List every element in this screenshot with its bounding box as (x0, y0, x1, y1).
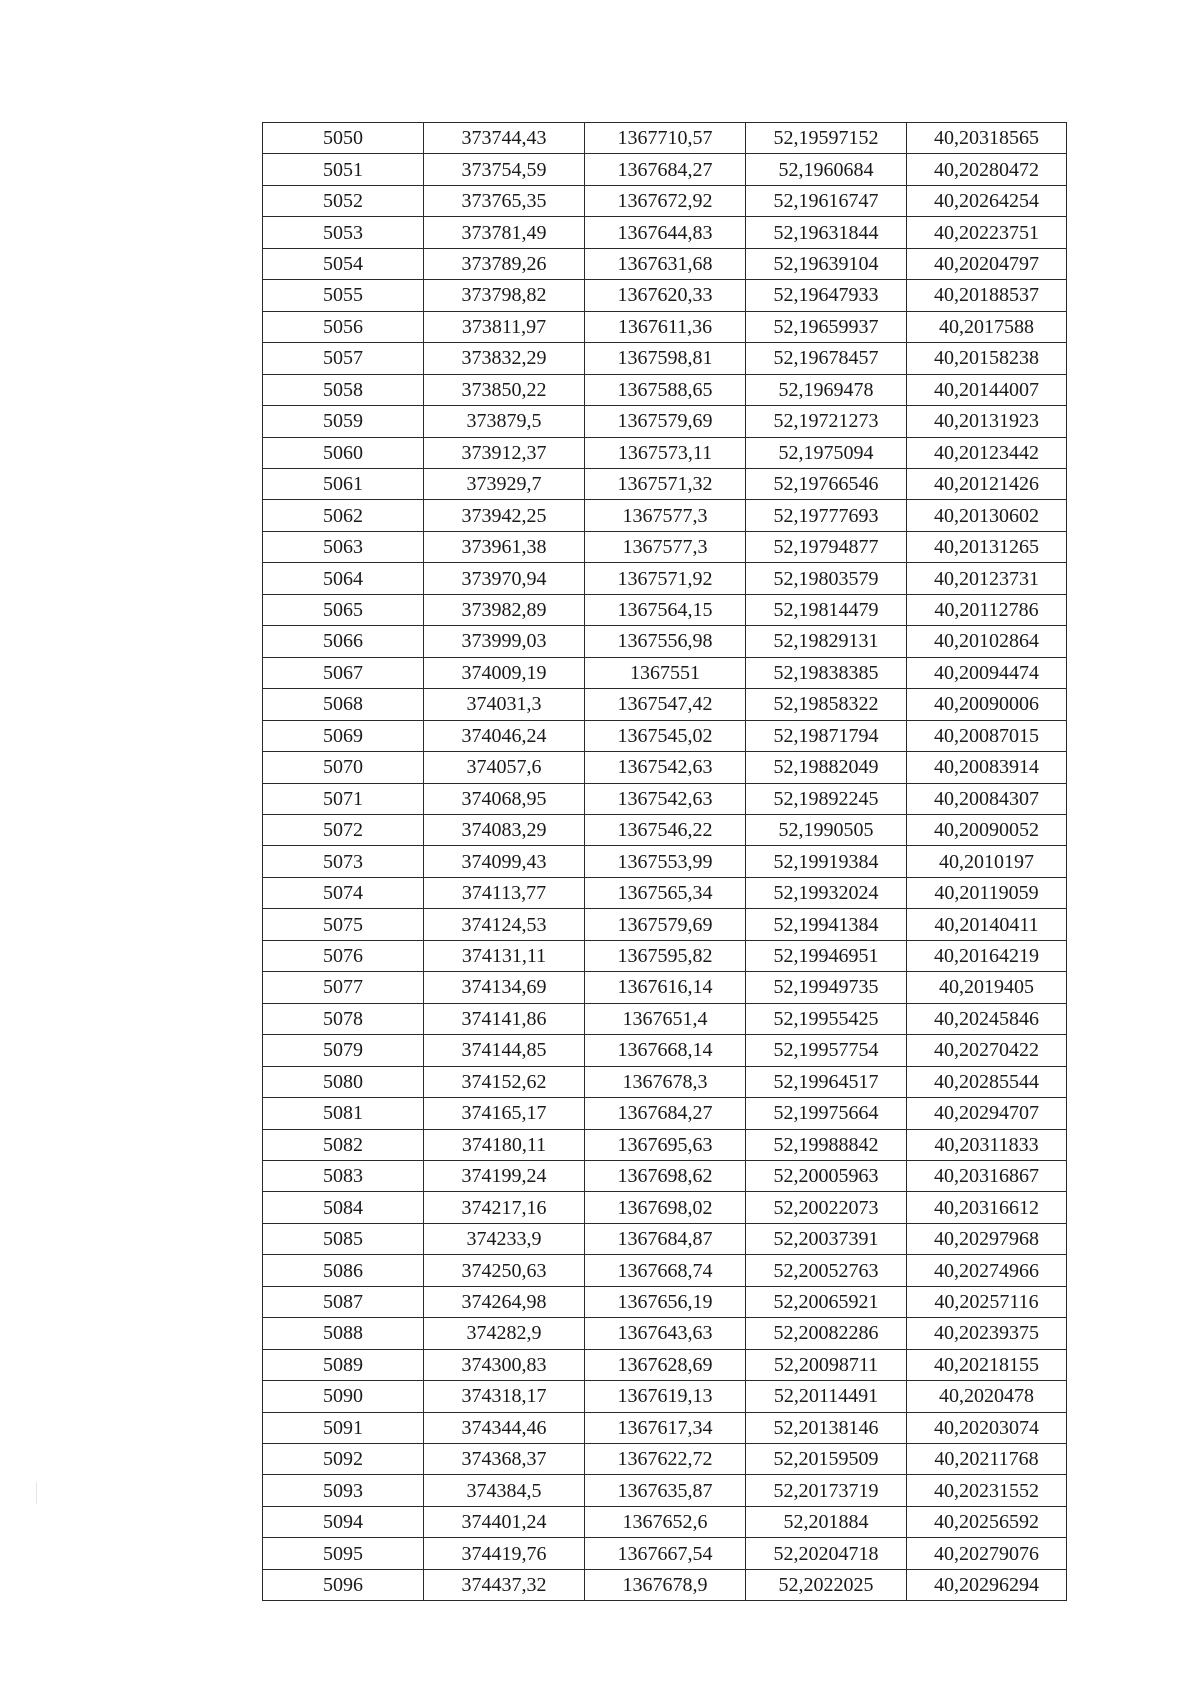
point-number-cell: 5051 (263, 154, 424, 185)
x-coordinate-cell: 374131,11 (424, 940, 585, 971)
x-coordinate-cell: 374180,11 (424, 1129, 585, 1160)
y-coordinate-cell: 1367644,83 (585, 217, 746, 248)
x-coordinate-cell: 373744,43 (424, 123, 585, 154)
longitude-cell: 40,20144007 (907, 374, 1067, 405)
latitude-cell: 52,20082286 (746, 1318, 907, 1349)
x-coordinate-cell: 374282,9 (424, 1318, 585, 1349)
x-coordinate-cell: 373765,35 (424, 185, 585, 216)
x-coordinate-cell: 374368,37 (424, 1444, 585, 1475)
y-coordinate-cell: 1367564,15 (585, 594, 746, 625)
y-coordinate-cell: 1367684,27 (585, 1098, 746, 1129)
latitude-cell: 52,20114491 (746, 1381, 907, 1412)
table-row (263, 1349, 1067, 1380)
table-row (263, 217, 1067, 248)
y-coordinate-cell: 1367620,33 (585, 280, 746, 311)
longitude-cell: 40,20140411 (907, 909, 1067, 940)
point-number-cell: 5089 (263, 1349, 424, 1380)
point-number-cell: 5066 (263, 626, 424, 657)
point-number-cell: 5067 (263, 657, 424, 688)
latitude-cell: 52,19647933 (746, 280, 907, 311)
y-coordinate-cell: 1367643,63 (585, 1318, 746, 1349)
table-row (263, 877, 1067, 908)
point-number-cell: 5060 (263, 437, 424, 468)
point-number-cell: 5084 (263, 1192, 424, 1223)
table-row (263, 1286, 1067, 1317)
longitude-cell: 40,20223751 (907, 217, 1067, 248)
longitude-cell: 40,2017588 (907, 311, 1067, 342)
longitude-cell: 40,20279076 (907, 1538, 1067, 1569)
latitude-cell: 52,1975094 (746, 437, 907, 468)
y-coordinate-cell: 1367579,69 (585, 909, 746, 940)
coordinates-table (262, 122, 1067, 1601)
longitude-cell: 40,20204797 (907, 248, 1067, 279)
y-coordinate-cell: 1367546,22 (585, 814, 746, 845)
latitude-cell: 52,20037391 (746, 1223, 907, 1254)
x-coordinate-cell: 373798,82 (424, 280, 585, 311)
longitude-cell: 40,20256592 (907, 1506, 1067, 1537)
y-coordinate-cell: 1367616,14 (585, 972, 746, 1003)
x-coordinate-cell: 373879,5 (424, 406, 585, 437)
y-coordinate-cell: 1367571,32 (585, 468, 746, 499)
y-coordinate-cell: 1367551 (585, 657, 746, 688)
y-coordinate-cell: 1367542,63 (585, 752, 746, 783)
table-row (263, 374, 1067, 405)
x-coordinate-cell: 374384,5 (424, 1475, 585, 1506)
y-coordinate-cell: 1367684,87 (585, 1223, 746, 1254)
latitude-cell: 52,20138146 (746, 1412, 907, 1443)
longitude-cell: 40,20285544 (907, 1066, 1067, 1097)
latitude-cell: 52,19721273 (746, 406, 907, 437)
table-row (263, 531, 1067, 562)
latitude-cell: 52,19766546 (746, 468, 907, 499)
point-number-cell: 5070 (263, 752, 424, 783)
point-number-cell: 5086 (263, 1255, 424, 1286)
latitude-cell: 52,19777693 (746, 500, 907, 531)
latitude-cell: 52,1990505 (746, 814, 907, 845)
y-coordinate-cell: 1367652,6 (585, 1506, 746, 1537)
latitude-cell: 52,19975664 (746, 1098, 907, 1129)
latitude-cell: 52,19892245 (746, 783, 907, 814)
table-row (263, 468, 1067, 499)
point-number-cell: 5071 (263, 783, 424, 814)
table-row (263, 783, 1067, 814)
y-coordinate-cell: 1367668,14 (585, 1035, 746, 1066)
latitude-cell: 52,20159509 (746, 1444, 907, 1475)
x-coordinate-cell: 373912,37 (424, 437, 585, 468)
point-number-cell: 5065 (263, 594, 424, 625)
latitude-cell: 52,19932024 (746, 877, 907, 908)
y-coordinate-cell: 1367571,92 (585, 563, 746, 594)
y-coordinate-cell: 1367698,02 (585, 1192, 746, 1223)
longitude-cell: 40,20112786 (907, 594, 1067, 625)
point-number-cell: 5091 (263, 1412, 424, 1443)
y-coordinate-cell: 1367598,81 (585, 343, 746, 374)
longitude-cell: 40,20211768 (907, 1444, 1067, 1475)
point-number-cell: 5058 (263, 374, 424, 405)
x-coordinate-cell: 373850,22 (424, 374, 585, 405)
x-coordinate-cell: 374419,76 (424, 1538, 585, 1569)
y-coordinate-cell: 1367678,3 (585, 1066, 746, 1097)
x-coordinate-cell: 374233,9 (424, 1223, 585, 1254)
latitude-cell: 52,20065921 (746, 1286, 907, 1317)
latitude-cell: 52,19955425 (746, 1003, 907, 1034)
point-number-cell: 5085 (263, 1223, 424, 1254)
x-coordinate-cell: 374144,85 (424, 1035, 585, 1066)
latitude-cell: 52,1969478 (746, 374, 907, 405)
point-number-cell: 5088 (263, 1318, 424, 1349)
table-row (263, 909, 1067, 940)
table-row (263, 1129, 1067, 1160)
coordinates-table-body (263, 123, 1067, 1601)
point-number-cell: 5083 (263, 1160, 424, 1191)
x-coordinate-cell: 374124,53 (424, 909, 585, 940)
longitude-cell: 40,20203074 (907, 1412, 1067, 1443)
longitude-cell: 40,20084307 (907, 783, 1067, 814)
point-number-cell: 5050 (263, 123, 424, 154)
table-row (263, 1569, 1067, 1600)
latitude-cell: 52,19838385 (746, 657, 907, 688)
longitude-cell: 40,2010197 (907, 846, 1067, 877)
x-coordinate-cell: 374250,63 (424, 1255, 585, 1286)
x-coordinate-cell: 374031,3 (424, 689, 585, 720)
x-coordinate-cell: 374113,77 (424, 877, 585, 908)
latitude-cell: 52,19659937 (746, 311, 907, 342)
x-coordinate-cell: 374199,24 (424, 1160, 585, 1191)
point-number-cell: 5081 (263, 1098, 424, 1129)
y-coordinate-cell: 1367622,72 (585, 1444, 746, 1475)
latitude-cell: 52,19946951 (746, 940, 907, 971)
point-number-cell: 5094 (263, 1506, 424, 1537)
latitude-cell: 52,19858322 (746, 689, 907, 720)
x-coordinate-cell: 373754,59 (424, 154, 585, 185)
y-coordinate-cell: 1367619,13 (585, 1381, 746, 1412)
table-row (263, 185, 1067, 216)
y-coordinate-cell: 1367656,19 (585, 1286, 746, 1317)
latitude-cell: 52,19919384 (746, 846, 907, 877)
table-row (263, 1066, 1067, 1097)
table-row (263, 154, 1067, 185)
longitude-cell: 40,20297968 (907, 1223, 1067, 1254)
point-number-cell: 5078 (263, 1003, 424, 1034)
point-number-cell: 5063 (263, 531, 424, 562)
x-coordinate-cell: 373811,97 (424, 311, 585, 342)
y-coordinate-cell: 1367577,3 (585, 500, 746, 531)
point-number-cell: 5064 (263, 563, 424, 594)
latitude-cell: 52,19964517 (746, 1066, 907, 1097)
longitude-cell: 40,20083914 (907, 752, 1067, 783)
point-number-cell: 5054 (263, 248, 424, 279)
table-row (263, 280, 1067, 311)
y-coordinate-cell: 1367651,4 (585, 1003, 746, 1034)
latitude-cell: 52,19678457 (746, 343, 907, 374)
longitude-cell: 40,20164219 (907, 940, 1067, 971)
y-coordinate-cell: 1367672,92 (585, 185, 746, 216)
longitude-cell: 40,20270422 (907, 1035, 1067, 1066)
x-coordinate-cell: 374318,17 (424, 1381, 585, 1412)
point-number-cell: 5092 (263, 1444, 424, 1475)
table-row (263, 1192, 1067, 1223)
x-coordinate-cell: 373929,7 (424, 468, 585, 499)
table-row (263, 1444, 1067, 1475)
point-number-cell: 5082 (263, 1129, 424, 1160)
latitude-cell: 52,20098711 (746, 1349, 907, 1380)
longitude-cell: 40,20158238 (907, 343, 1067, 374)
y-coordinate-cell: 1367547,42 (585, 689, 746, 720)
latitude-cell: 52,20052763 (746, 1255, 907, 1286)
longitude-cell: 40,20119059 (907, 877, 1067, 908)
table-row (263, 123, 1067, 154)
table-row (263, 1475, 1067, 1506)
y-coordinate-cell: 1367631,68 (585, 248, 746, 279)
longitude-cell: 40,20094474 (907, 657, 1067, 688)
y-coordinate-cell: 1367684,27 (585, 154, 746, 185)
x-coordinate-cell: 374217,16 (424, 1192, 585, 1223)
y-coordinate-cell: 1367628,69 (585, 1349, 746, 1380)
table-row (263, 594, 1067, 625)
point-number-cell: 5055 (263, 280, 424, 311)
longitude-cell: 40,2019405 (907, 972, 1067, 1003)
table-row (263, 248, 1067, 279)
x-coordinate-cell: 374083,29 (424, 814, 585, 845)
point-number-cell: 5059 (263, 406, 424, 437)
table-row (263, 1223, 1067, 1254)
x-coordinate-cell: 374057,6 (424, 752, 585, 783)
table-row (263, 1506, 1067, 1537)
point-number-cell: 5076 (263, 940, 424, 971)
point-number-cell: 5057 (263, 343, 424, 374)
y-coordinate-cell: 1367577,3 (585, 531, 746, 562)
y-coordinate-cell: 1367553,99 (585, 846, 746, 877)
x-coordinate-cell: 374009,19 (424, 657, 585, 688)
y-coordinate-cell: 1367542,63 (585, 783, 746, 814)
table-row (263, 972, 1067, 1003)
longitude-cell: 40,20316867 (907, 1160, 1067, 1191)
x-coordinate-cell: 373781,49 (424, 217, 585, 248)
x-coordinate-cell: 374437,32 (424, 1569, 585, 1600)
longitude-cell: 40,20264254 (907, 185, 1067, 216)
table-row (263, 1412, 1067, 1443)
latitude-cell: 52,20005963 (746, 1160, 907, 1191)
table-row (263, 500, 1067, 531)
longitude-cell: 40,20102864 (907, 626, 1067, 657)
table-row (263, 846, 1067, 877)
point-number-cell: 5075 (263, 909, 424, 940)
longitude-cell: 40,20280472 (907, 154, 1067, 185)
x-coordinate-cell: 374264,98 (424, 1286, 585, 1317)
point-number-cell: 5072 (263, 814, 424, 845)
y-coordinate-cell: 1367617,34 (585, 1412, 746, 1443)
x-coordinate-cell: 374068,95 (424, 783, 585, 814)
y-coordinate-cell: 1367545,02 (585, 720, 746, 751)
longitude-cell: 40,20231552 (907, 1475, 1067, 1506)
latitude-cell: 52,20173719 (746, 1475, 907, 1506)
latitude-cell: 52,2022025 (746, 1569, 907, 1600)
point-number-cell: 5093 (263, 1475, 424, 1506)
latitude-cell: 52,1960684 (746, 154, 907, 185)
longitude-cell: 40,20090006 (907, 689, 1067, 720)
point-number-cell: 5056 (263, 311, 424, 342)
y-coordinate-cell: 1367710,57 (585, 123, 746, 154)
x-coordinate-cell: 373961,38 (424, 531, 585, 562)
latitude-cell: 52,19803579 (746, 563, 907, 594)
point-number-cell: 5095 (263, 1538, 424, 1569)
scan-artifact (36, 1482, 37, 1504)
y-coordinate-cell: 1367698,62 (585, 1160, 746, 1191)
point-number-cell: 5068 (263, 689, 424, 720)
x-coordinate-cell: 374165,17 (424, 1098, 585, 1129)
y-coordinate-cell: 1367565,34 (585, 877, 746, 908)
x-coordinate-cell: 374344,46 (424, 1412, 585, 1443)
y-coordinate-cell: 1367579,69 (585, 406, 746, 437)
x-coordinate-cell: 373982,89 (424, 594, 585, 625)
point-number-cell: 5074 (263, 877, 424, 908)
point-number-cell: 5062 (263, 500, 424, 531)
longitude-cell: 40,20188537 (907, 280, 1067, 311)
longitude-cell: 40,20294707 (907, 1098, 1067, 1129)
x-coordinate-cell: 374099,43 (424, 846, 585, 877)
longitude-cell: 40,20130602 (907, 500, 1067, 531)
table-row (263, 1035, 1067, 1066)
table-row (263, 940, 1067, 971)
latitude-cell: 52,19639104 (746, 248, 907, 279)
y-coordinate-cell: 1367635,87 (585, 1475, 746, 1506)
table-row (263, 563, 1067, 594)
x-coordinate-cell: 373970,94 (424, 563, 585, 594)
latitude-cell: 52,201884 (746, 1506, 907, 1537)
longitude-cell: 40,20090052 (907, 814, 1067, 845)
longitude-cell: 40,20131265 (907, 531, 1067, 562)
table-row (263, 657, 1067, 688)
table-row (263, 814, 1067, 845)
x-coordinate-cell: 374401,24 (424, 1506, 585, 1537)
table-row (263, 1318, 1067, 1349)
latitude-cell: 52,19814479 (746, 594, 907, 625)
latitude-cell: 52,19597152 (746, 123, 907, 154)
latitude-cell: 52,19941384 (746, 909, 907, 940)
x-coordinate-cell: 374152,62 (424, 1066, 585, 1097)
longitude-cell: 40,20239375 (907, 1318, 1067, 1349)
longitude-cell: 40,20257116 (907, 1286, 1067, 1317)
longitude-cell: 40,20311833 (907, 1129, 1067, 1160)
latitude-cell: 52,19829131 (746, 626, 907, 657)
longitude-cell: 40,20316612 (907, 1192, 1067, 1223)
x-coordinate-cell: 373999,03 (424, 626, 585, 657)
table-row (263, 437, 1067, 468)
y-coordinate-cell: 1367668,74 (585, 1255, 746, 1286)
latitude-cell: 52,19631844 (746, 217, 907, 248)
table-row (263, 1255, 1067, 1286)
point-number-cell: 5079 (263, 1035, 424, 1066)
x-coordinate-cell: 373942,25 (424, 500, 585, 531)
y-coordinate-cell: 1367678,9 (585, 1569, 746, 1600)
table-row (263, 343, 1067, 374)
table-row (263, 406, 1067, 437)
point-number-cell: 5087 (263, 1286, 424, 1317)
latitude-cell: 52,19871794 (746, 720, 907, 751)
point-number-cell: 5080 (263, 1066, 424, 1097)
point-number-cell: 5061 (263, 468, 424, 499)
point-number-cell: 5073 (263, 846, 424, 877)
longitude-cell: 40,2020478 (907, 1381, 1067, 1412)
longitude-cell: 40,20123442 (907, 437, 1067, 468)
longitude-cell: 40,20131923 (907, 406, 1067, 437)
x-coordinate-cell: 374141,86 (424, 1003, 585, 1034)
point-number-cell: 5069 (263, 720, 424, 751)
point-number-cell: 5096 (263, 1569, 424, 1600)
latitude-cell: 52,19794877 (746, 531, 907, 562)
longitude-cell: 40,20218155 (907, 1349, 1067, 1380)
point-number-cell: 5090 (263, 1381, 424, 1412)
table-row (263, 689, 1067, 720)
longitude-cell: 40,20274966 (907, 1255, 1067, 1286)
table-row (263, 311, 1067, 342)
y-coordinate-cell: 1367588,65 (585, 374, 746, 405)
x-coordinate-cell: 374134,69 (424, 972, 585, 1003)
longitude-cell: 40,20296294 (907, 1569, 1067, 1600)
point-number-cell: 5077 (263, 972, 424, 1003)
latitude-cell: 52,19949735 (746, 972, 907, 1003)
table-row (263, 1381, 1067, 1412)
latitude-cell: 52,19616747 (746, 185, 907, 216)
x-coordinate-cell: 374300,83 (424, 1349, 585, 1380)
y-coordinate-cell: 1367556,98 (585, 626, 746, 657)
longitude-cell: 40,20087015 (907, 720, 1067, 751)
latitude-cell: 52,19988842 (746, 1129, 907, 1160)
table-row (263, 1160, 1067, 1191)
table-row (263, 752, 1067, 783)
longitude-cell: 40,20121426 (907, 468, 1067, 499)
x-coordinate-cell: 373832,29 (424, 343, 585, 374)
x-coordinate-cell: 374046,24 (424, 720, 585, 751)
y-coordinate-cell: 1367595,82 (585, 940, 746, 971)
y-coordinate-cell: 1367611,36 (585, 311, 746, 342)
longitude-cell: 40,20245846 (907, 1003, 1067, 1034)
x-coordinate-cell: 373789,26 (424, 248, 585, 279)
latitude-cell: 52,20204718 (746, 1538, 907, 1569)
table-row (263, 720, 1067, 751)
table-row (263, 626, 1067, 657)
table-row (263, 1098, 1067, 1129)
latitude-cell: 52,20022073 (746, 1192, 907, 1223)
table-row (263, 1003, 1067, 1034)
latitude-cell: 52,19957754 (746, 1035, 907, 1066)
y-coordinate-cell: 1367667,54 (585, 1538, 746, 1569)
latitude-cell: 52,19882049 (746, 752, 907, 783)
point-number-cell: 5052 (263, 185, 424, 216)
longitude-cell: 40,20123731 (907, 563, 1067, 594)
table-row (263, 1538, 1067, 1569)
longitude-cell: 40,20318565 (907, 123, 1067, 154)
point-number-cell: 5053 (263, 217, 424, 248)
y-coordinate-cell: 1367573,11 (585, 437, 746, 468)
y-coordinate-cell: 1367695,63 (585, 1129, 746, 1160)
